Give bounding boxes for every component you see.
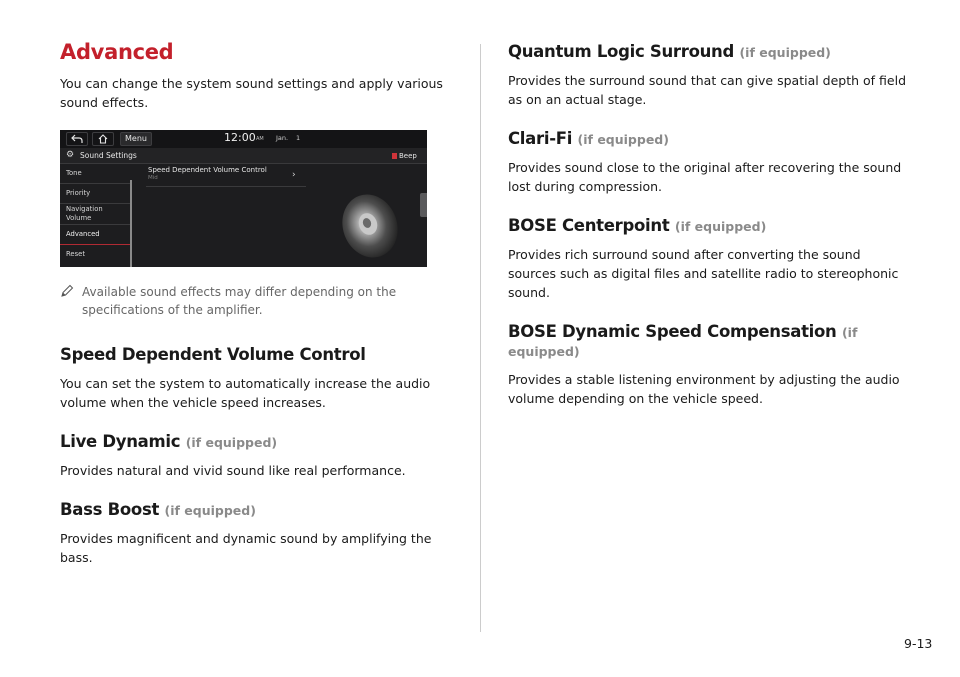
- heading: BOSE Dynamic Speed Compensation: [508, 322, 837, 341]
- body-text: Provides natural and vivid sound like real performance.: [60, 463, 406, 478]
- heading: Quantum Logic Surround: [508, 42, 735, 61]
- optional-label: (if equipped): [739, 45, 831, 60]
- section-bass-boost: [60, 500, 460, 567]
- heading: Speed Dependent Volume Control: [60, 345, 366, 364]
- side-handle: [420, 193, 427, 217]
- body-text: Provides the surround sound that can give spatial depth of field as on an actual stage.: [508, 73, 907, 107]
- heading: Bass Boost: [60, 500, 160, 519]
- optional-label: (if equipped): [185, 435, 278, 450]
- gear-icon: ⚙: [66, 150, 75, 160]
- screen-side-menu: [60, 165, 130, 267]
- screen-header-title: Sound Settings: [80, 151, 137, 160]
- pencil-icon: [60, 284, 74, 298]
- page-number: 9-13: [904, 636, 933, 651]
- menu-item-navigation-volume: Navigation Volume: [66, 205, 103, 222]
- section-title: Advanced: [60, 40, 174, 64]
- menu-item-tone: Tone: [66, 169, 82, 177]
- body-text: Provides rich surround sound after converting the sound sources such as digital files and satellite radio to stereophonic sound.: [508, 247, 899, 300]
- screen-date-month: Jan.: [276, 134, 289, 142]
- home-icon: [92, 132, 114, 146]
- body-text: Provides sound close to the original after recovering the sound lost during compression.: [508, 160, 902, 194]
- left-column: [60, 40, 460, 587]
- body-text: Provides a stable listening environment by adjusting the audio volume depending on the vehicle speed.: [508, 372, 900, 406]
- speaker-icon: [336, 190, 402, 262]
- right-column: [508, 42, 908, 428]
- column-divider: [480, 44, 481, 632]
- sound-settings-screenshot: [60, 130, 427, 267]
- heading: Live Dynamic: [60, 432, 181, 451]
- screen-ampm: AM: [256, 136, 264, 142]
- section-speed-dependent: [60, 345, 460, 412]
- menu-item-advanced: Advanced: [66, 230, 100, 238]
- optional-label: (if equipped): [577, 132, 669, 147]
- screen-top-bar: [60, 130, 427, 148]
- screen-scrollbar: [130, 180, 132, 267]
- section-bose-dynamic-speed: [508, 322, 908, 408]
- back-arrow-icon: [66, 132, 88, 146]
- note-text: Available sound effects may differ depending on the specifications of the amplifier.: [82, 285, 397, 317]
- menu-item-priority: Priority: [66, 189, 91, 197]
- option-value: Mid: [148, 175, 158, 181]
- intro-text: You can change the system sound settings and apply various sound effects.: [60, 76, 443, 110]
- beep-indicator: [392, 153, 397, 159]
- body-text: Provides magnificent and dynamic sound by amplifying the bass.: [60, 531, 432, 565]
- beep-button: [390, 150, 424, 162]
- menu-item-reset: Reset: [66, 250, 85, 258]
- heading: BOSE Centerpoint: [508, 216, 670, 235]
- optional-label: (if equipped): [508, 325, 858, 359]
- section-bose-centerpoint: [508, 216, 908, 302]
- screen-header: [60, 148, 427, 164]
- beep-label: Beep: [399, 152, 417, 160]
- optional-label: (if equipped): [164, 503, 256, 518]
- menu-button: Menu: [120, 132, 152, 146]
- heading: Clari-Fi: [508, 129, 573, 148]
- screen-date-day: 1: [296, 134, 301, 142]
- chevron-right-icon: ›: [292, 170, 296, 180]
- section-clari-fi: [508, 129, 908, 196]
- body-text: You can set the system to automatically increase the audio volume when the vehicle speed increases.: [60, 376, 431, 410]
- note: [60, 283, 460, 319]
- optional-label: (if equipped): [674, 219, 767, 234]
- option-title: Speed Dependent Volume Control: [148, 166, 267, 174]
- option-row: [148, 166, 298, 181]
- section-quantum-logic: [508, 42, 908, 109]
- section-live-dynamic: [60, 432, 460, 480]
- screen-clock: 12:00: [224, 131, 256, 144]
